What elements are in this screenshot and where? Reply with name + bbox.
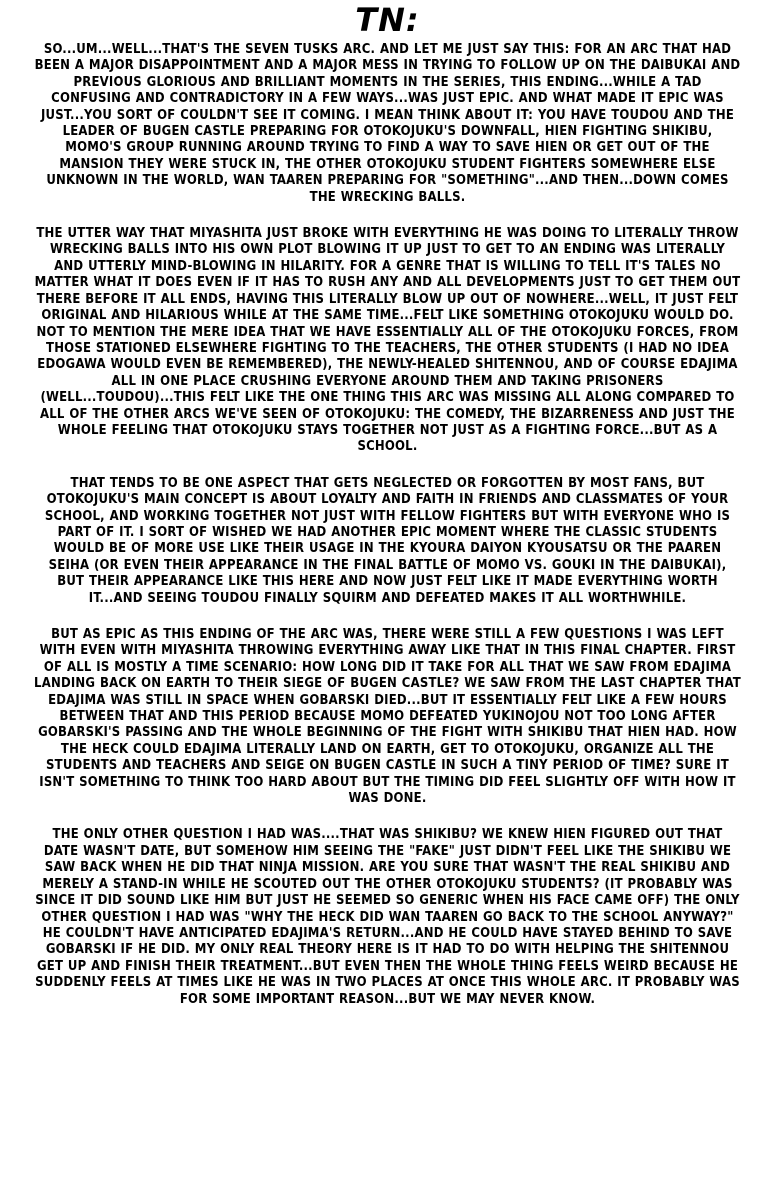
- note-paragraph: THAT TENDS TO BE ONE ASPECT THAT GETS NEGLECTED OR FORGOTTEN BY MOST FANS, BUT OTOKOJUKU'S MAIN CONCEPT IS ABOUT LOYALTY AND FAITH IN FRIENDS AND CLASSMATES OF YOUR SCHOOL, AND WORKING TOGETHER NOT JUST WITH FELLOW FIGHTERS BUT WITH EVERYONE WHO IS PART OF IT. I SORT OF WISHED WE HAD ANOTHER EPIC MOMENT WHERE THE CLASSIC STUDENTS WOULD BE OF MORE USE LIKE THEIR USAGE IN THE KYOURA DAIYON KYOUSATSU OR THE PAAREN SEIHA (OR EVEN THEIR APPEARANCE IN THE FINAL BATTLE OF MOMO VS. GOUKI IN THE DAIBUKAI), BUT THEIR APPEARANCE LIKE THIS HERE AND NOW JUST FELT LIKE IT MADE EVERYTHING WORTH IT...AND SEEING TOUDOU FINALLY SQUIRM AND DEFEATED MAKES IT ALL WORTHWHILE.: [44, 475, 731, 606]
- note-paragraph: SO...UM...WELL...THAT'S THE SEVEN TUSKS ARC. AND LET ME JUST SAY THIS: FOR AN ARC THAT HAD BEEN A MAJOR DISAPPOINTMENT AND A MAJOR MESS IN TRYING TO FOLLOW UP ON THE DAIBUKAI AND PREVIOUS GLORIOUS AND BRILLIANT MOMENTS IN THE SERIES, THIS ENDING...WHILE A TAD CONFUSING AND CONTRADICTORY IN A FEW WAYS...WAS JUST EPIC. AND WHAT MADE IT EPIC WAS JUST...YOU SORT OF COULDN'T SEE IT COMING. I MEAN THINK ABOUT IT: YOU HAVE TOUDOU AND THE LEADER OF BUGEN CASTLE PREPARING FOR OTOKOJUKU'S DOWNFALL, HIEN FIGHTING SHIKIBU, MOMO'S GROUP RUNNING AROUND TRYING TO FIND A WAY TO SAVE HIEN OR GET OUT OF THE MANSION THEY WERE STUCK IN, THE OTHER OTOKOJUKU STUDENT FIGHTERS SOMEWHERE ELSE UNKNOWN IN THE WORLD, WAN TAAREN PREPARING FOR "SOMETHING"...AND THEN...DOWN COMES THE WRECKING BALLS.: [34, 42, 741, 205]
- note-paragraph: THE ONLY OTHER QUESTION I HAD WAS....THAT WAS SHIKIBU? WE KNEW HIEN FIGURED OUT THAT DATE WASN'T DATE, BUT SOMEHOW HIM SEEING THE "FAKE" JUST DIDN'T FEEL LIKE THE SHIKIBU WE SAW BACK WHEN HE DID THAT NINJA MISSION. ARE YOU SURE THAT WASN'T THE REAL SHIKIBU AND MERELY A STAND-IN WHILE HE SCOUTED OUT THE OTHER OTOKOJUKU STUDENTS? (IT PROBABLY WAS SINCE IT DID SOUND LIKE HIM BUT JUST HE SEEMED SO GENERIC WHEN HIS FACE CAME OFF) THE ONLY OTHER QUESTION I HAD WAS "WHY THE HECK DID WAN TAAREN GO BACK TO THE SCHOOL ANYWAY?" HE COULDN'T HAVE ANTICIPATED EDAJIMA'S RETURN...AND HE COULD HAVE STAYED BEHIND TO SAVE GOBARSKI IF HE DID. MY ONLY REAL THEORY HERE IS IT HAD TO DO WITH HELPING THE SHITENNOU GET UP AND FINISH THEIR TREATMENT...BUT EVEN THEN THE WHOLE THING FEELS WEIRD BECAUSE HE SUDDENLY FEELS AT TIMES LIKE HE WAS IN TWO PLACES AT ONCE THIS WHOLE ARC. IT PROBABLY WAS FOR SOME IMPORTANT REASON...BUT WE MAY NEVER KNOW.: [35, 827, 740, 1007]
- page-title: TN:: [355, 1, 420, 39]
- note-paragraph: THE UTTER WAY THAT MIYASHITA JUST BROKE WITH EVERYTHING HE WAS DOING TO LITERALLY THROW WRECKING BALLS INTO HIS OWN PLOT BLOWING IT UP JUST TO GET TO AN ENDING WAS LITERALLY AND UTTERLY MIND-BLOWING IN HILARITY. FOR A GENRE THAT IS WILLING TO TELL IT'S TALES NO MATTER WHAT IT DOES EVEN IF IT HAS TO RUSH ANY AND ALL DEVELOPMENTS JUST TO GET THEM OUT THERE BEFORE IT ALL ENDS, HAVING THIS LITERALLY BLOW UP OUT OF NOWHERE...WELL, IT JUST FELT ORIGINAL AND HILARIOUS WHILE AT THE SAME TIME...FELT LIKE SOMETHING OTOKOJUKU WOULD DO. NOT TO MENTION THE MERE IDEA THAT WE HAVE ESSENTIALLY ALL OF THE OTOKOJUKU FORCES, FROM THOSE STATIONED ELSEWHERE FIGHTING TO THE TEACHERS, THE OTHER STUDENTS (I HAD NO IDEA EDOGAWA WOULD EVEN BE REMEMBERED), THE NEWLY-HEALED SHITENNOU, AND OF COURSE EDAJIMA ALL IN ONE PLACE CRUSHING EVERYONE AROUND THEM AND TAKING PRISONERS (WELL...TOUDOU)...THIS FELT LIKE THE ONE THING THIS ARC WAS MISSING ALL ALONG COMPARED TO ALL OF THE OTHER ARCS WE'VE SEEN OF OTOKOJUKU: THE COMEDY, THE BIZARRENESS AND JUST THE WHOLE FEELING THAT OTOKOJUKU STAYS TOGETHER NOT JUST AS A FIGHTING FORCE...BUT AS A SCHOOL.: [34, 226, 741, 455]
- note-paragraph: BUT AS EPIC AS THIS ENDING OF THE ARC WAS, THERE WERE STILL A FEW QUESTIONS I WAS LEFT WITH EVEN WITH MIYASHITA THROWING EVERYTHING AWAY LIKE THAT IN THIS FINAL CHAPTER. FIRST OF ALL IS MOSTLY A TIME SCENARIO: HOW LONG DID IT TAKE FOR ALL THAT WE SAW FROM EDAJIMA LANDING BACK ON EARTH TO THEIR SIEGE OF BUGEN CASTLE? WE SAW FROM THE LAST CHAPTER THAT EDAJIMA WAS STILL IN SPACE WHEN GOBARSKI DIED...BUT IT ESSENTIALLY FELT LIKE A FEW HOURS BETWEEN THAT AND THIS PERIOD BECAUSE MOMO DEFEATED YUKINOJOU NOT TOO LONG AFTER GOBARSKI'S PASSING AND THE WHOLE BEGINNING OF THE FIGHT WITH SHIKIBU THAT HIEN HAD. HOW THE HECK COULD EDAJIMA LITERALLY LAND ON EARTH, GET TO OTOKOJUKU, ORGANIZE ALL THE STUDENTS AND TEACHERS AND SEIGE ON BUGEN CASTLE IN SUCH A TINY PERIOD OF TIME? SURE IT ISN'T SOMETHING TO THINK TOO HARD ABOUT BUT THE TIMING DID FEEL SLIGHTLY OFF WITH HOW IT WAS DONE.: [34, 627, 741, 807]
